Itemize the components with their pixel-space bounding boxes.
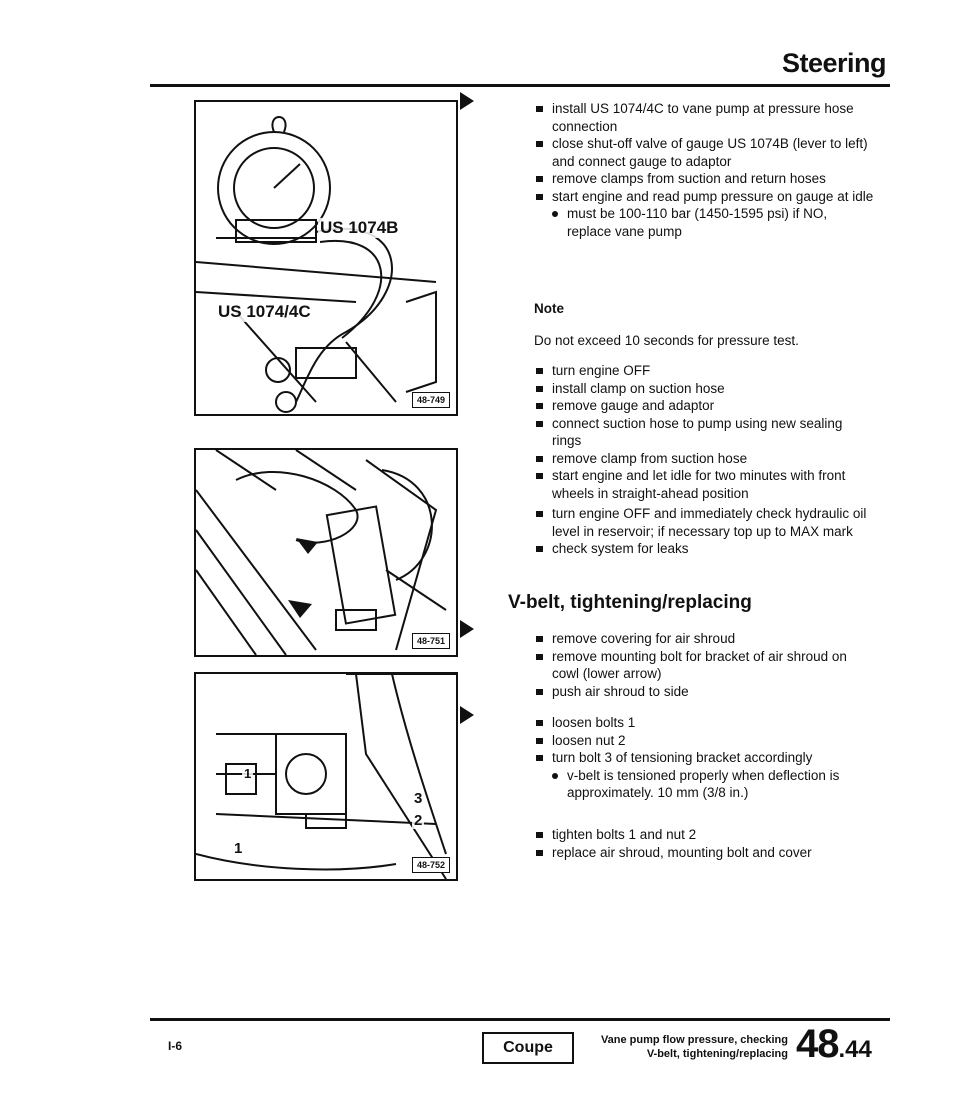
repair-subgroup: .44 (838, 1036, 872, 1063)
footer-desc-line-1: Vane pump flow pressure, checking (600, 1034, 788, 1046)
list-item: start engine and let idle for two minutes with front wheels in straight-ahead position (534, 467, 874, 502)
list-item: push air shroud to side (534, 683, 874, 701)
repair-group-number (796, 1022, 872, 1072)
post-test-steps (534, 362, 874, 502)
model-badge: Coupe (482, 1032, 574, 1064)
figure-pressure-gauge (194, 100, 458, 416)
list-item: turn engine OFF and immediately check hydraulic oil level in reservoir; if necessary top up to MAX mark (534, 505, 874, 540)
section-title: V-belt, tightening/replacing (508, 592, 752, 613)
figure-label-bolt-3: 3 (414, 790, 423, 807)
list-item: replace air shroud, mounting bolt and cover (534, 844, 874, 862)
list-item: turn engine OFF (534, 362, 874, 380)
figure-label-adaptor: US 1074/4C (218, 302, 311, 321)
page-title: Steering (781, 48, 886, 78)
list-item: turn bolt 3 of tensioning bracket accordingly (534, 749, 874, 767)
list-item: remove covering for air shroud (534, 630, 874, 648)
list-item: remove mounting bolt for bracket of air shroud on cowl (lower arrow) (534, 648, 874, 683)
figure-tensioning-bracket (194, 672, 458, 881)
header-rule (150, 84, 890, 87)
list-item: loosen bolts 1 (534, 714, 874, 732)
pressure-test-steps (534, 100, 874, 240)
list-item: remove gauge and adaptor (534, 397, 874, 415)
footer-desc-line-2: V-belt, tightening/replacing (646, 1048, 788, 1060)
repair-group: 48 (796, 1022, 839, 1066)
list-item: tighten bolts 1 and nut 2 (534, 826, 874, 844)
footer-description (578, 1033, 788, 1061)
figure-label-bolt-1: 1 (244, 766, 252, 781)
list-item: start engine and read pump pressure on gauge at idle (534, 188, 874, 206)
oil-level-steps (534, 505, 874, 558)
list-item: loosen nut 2 (534, 732, 874, 750)
list-item-sub: v-belt is tensioned properly when deflection is approximately. 10 mm (3/8 in.) (534, 767, 874, 802)
figure-ref: 48-752 (412, 857, 450, 873)
note-title: Note (534, 301, 564, 316)
list-item: remove clamps from suction and return hoses (534, 170, 874, 188)
final-steps (534, 826, 874, 861)
arrow-icon (460, 92, 474, 110)
figure-ref: 48-749 (412, 392, 450, 408)
note-text: Do not exceed 10 seconds for pressure test. (534, 333, 799, 348)
figure-pressure-gauge-drawing (196, 102, 456, 414)
figure-label-nut-2: 2 (414, 812, 423, 829)
note (534, 300, 874, 318)
list-item: install clamp on suction hose (534, 380, 874, 398)
list-item: remove clamp from suction hose (534, 450, 874, 468)
page-number: I-6 (168, 1039, 183, 1053)
arrow-icon (460, 620, 474, 638)
footer-rule (150, 1018, 890, 1021)
list-item: check system for leaks (534, 540, 874, 558)
arrow-icon (460, 706, 474, 724)
figure-label-gauge: US 1074B (320, 218, 399, 237)
air-shroud-steps (534, 630, 874, 700)
figure-ref: 48-751 (412, 633, 450, 649)
list-item: install US 1074/4C to vane pump at pressure hose connection (534, 100, 874, 135)
list-item: close shut-off valve of gauge US 1074B (lever to left) and connect gauge to adaptor (534, 135, 874, 170)
note-body (534, 332, 874, 350)
list-item-sub: must be 100-110 bar (1450-1595 psi) if NO, replace vane pump (534, 205, 874, 240)
figure-label-bolt-1b: 1 (234, 840, 243, 857)
figure-air-shroud (194, 448, 458, 657)
list-item: connect suction hose to pump using new sealing rings (534, 415, 874, 450)
figure-air-shroud-drawing (196, 450, 456, 655)
tensioning-steps (534, 714, 874, 802)
